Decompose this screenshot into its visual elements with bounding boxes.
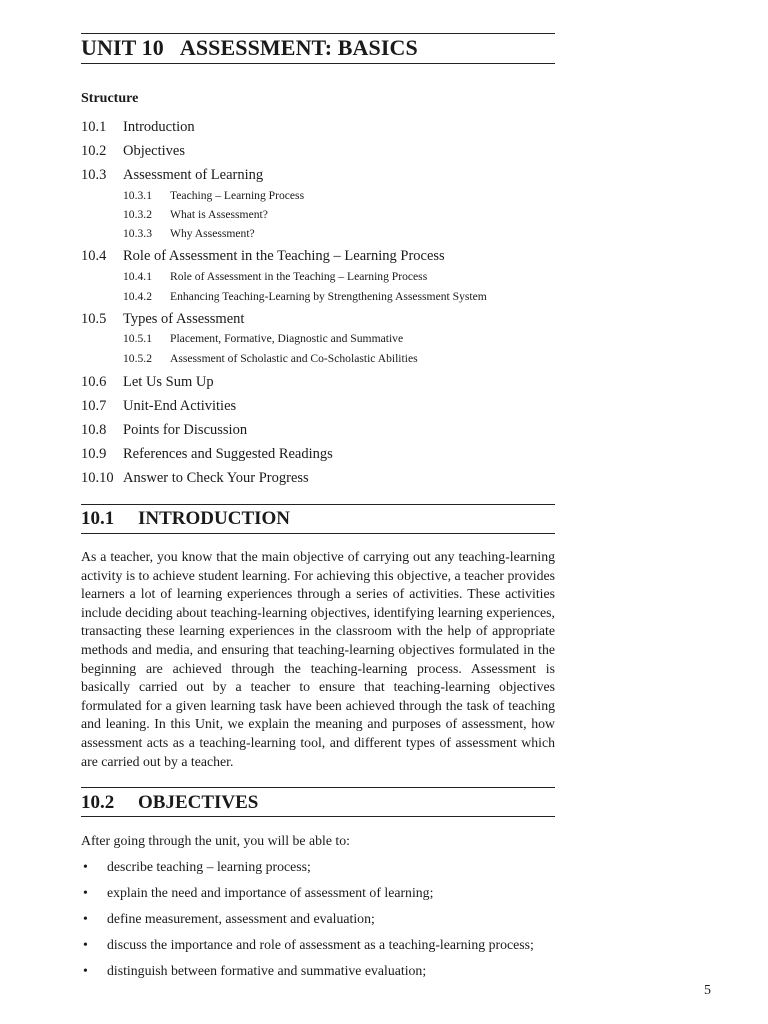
section-number: 10.2 <box>81 792 115 813</box>
bullet-icon: • <box>83 911 88 926</box>
header-bottom-rule <box>81 63 555 64</box>
toc-subitem-number: 10.3.3 <box>123 227 152 240</box>
section-number: 10.1 <box>81 508 115 529</box>
toc-item-label: Answer to Check Your Progress <box>123 470 309 486</box>
toc-item-number: 10.8 <box>81 422 107 438</box>
toc-subitem-number: 10.4.2 <box>123 290 152 303</box>
section-title: INTRODUCTION <box>138 508 291 529</box>
toc-item-label: Types of Assessment <box>123 311 245 327</box>
toc-item-label: Objectives <box>123 143 186 159</box>
toc-subitem-label: Why Assessment? <box>170 227 255 240</box>
toc-item-number: 10.3 <box>81 167 107 183</box>
toc-subitem-number: 10.5.1 <box>123 332 152 345</box>
toc-subitem-number: 10.4.1 <box>123 270 152 283</box>
unit-title-text: ASSESSMENT: BASICS <box>179 35 418 60</box>
toc-subitem-number: 10.5.2 <box>123 352 152 365</box>
toc-item-label: Role of Assessment in the Teaching – Learning Process <box>123 248 445 264</box>
toc-item-number: 10.4 <box>81 248 107 264</box>
toc-item-number: 10.9 <box>81 446 107 462</box>
toc-subitem-number: 10.3.2 <box>123 208 152 221</box>
bullet-icon: • <box>83 937 88 952</box>
toc-item-number: 10.10 <box>81 470 114 486</box>
toc-subitem-label: What is Assessment? <box>170 208 268 221</box>
introduction-paragraph: As a teacher, you know that the main objective of carrying out any teaching-learning activity is to achieve student learning. For achieving this objective, a teacher provides learners a lot of learning experiences through a series of activities. These activities include deciding about teaching-learning objectives, identifying learning experiences, transacting these learning experiences in the classroom with the help of appropriate methods and media, and ensuring that teaching-learning objectives formulated in the beginning are achieved through the teaching-learning process. Assessment is basically carried out by a teacher to ensure that teaching-learning objectives formulated for a given learning task have been achieved through the task of teaching and leaning. In this Unit, we explain the meaning and purposes of assessment, how assessment acts as a teaching-learning tool, and different types of assessment which are carried out by a teacher. <box>81 549 555 769</box>
structure-heading: Structure <box>81 91 139 106</box>
toc-item-number: 10.5 <box>81 311 107 327</box>
intro-top-rule <box>81 504 555 505</box>
unit-number: UNIT 10 <box>81 35 164 60</box>
section-title: OBJECTIVES <box>138 792 259 813</box>
bullet-icon: • <box>83 885 88 900</box>
list-item-text: distinguish between formative and summative evaluation; <box>107 963 427 978</box>
toc-subitem-label: Placement, Formative, Diagnostic and Summative <box>170 332 404 345</box>
toc-item-label: Unit-End Activities <box>123 398 237 414</box>
header-top-rule <box>81 33 555 34</box>
toc-item-number: 10.1 <box>81 119 107 135</box>
toc-item-label: Assessment of Learning <box>123 167 264 183</box>
toc-item-number: 10.7 <box>81 398 107 414</box>
toc-item-label: Points for Discussion <box>123 422 248 438</box>
toc-item-label: Introduction <box>123 119 195 135</box>
list-item-text: explain the need and importance of assessment of learning; <box>107 885 434 900</box>
page-number: 5 <box>704 983 711 998</box>
toc-subitem-label: Assessment of Scholastic and Co-Scholastic Abilities <box>170 352 418 365</box>
section-heading-introduction <box>81 508 291 530</box>
toc-subitem-number: 10.3.1 <box>123 189 152 202</box>
unit-title <box>81 36 418 60</box>
list-item-text: describe teaching – learning process; <box>107 859 311 874</box>
bullet-icon: • <box>83 859 88 874</box>
toc-item-number: 10.6 <box>81 374 107 390</box>
toc-item-label: Let Us Sum Up <box>123 374 214 390</box>
toc-subitem-label: Enhancing Teaching-Learning by Strengthening Assessment System <box>170 290 487 303</box>
toc-item-number: 10.2 <box>81 143 107 159</box>
toc-subitem-label: Teaching – Learning Process <box>170 189 305 202</box>
objectives-top-rule <box>81 787 555 788</box>
objectives-intro: After going through the unit, you will be able to: <box>81 833 350 848</box>
list-item-text: define measurement, assessment and evaluation; <box>107 911 375 926</box>
section-heading-objectives <box>81 792 259 814</box>
toc-item-label: References and Suggested Readings <box>123 446 333 462</box>
intro-bottom-rule <box>81 533 555 534</box>
toc-subitem-label: Role of Assessment in the Teaching – Learning Process <box>170 270 428 283</box>
objectives-bottom-rule <box>81 816 555 817</box>
bullet-icon: • <box>83 963 88 978</box>
list-item-text: discuss the importance and role of assessment as a teaching-learning process; <box>107 937 534 952</box>
